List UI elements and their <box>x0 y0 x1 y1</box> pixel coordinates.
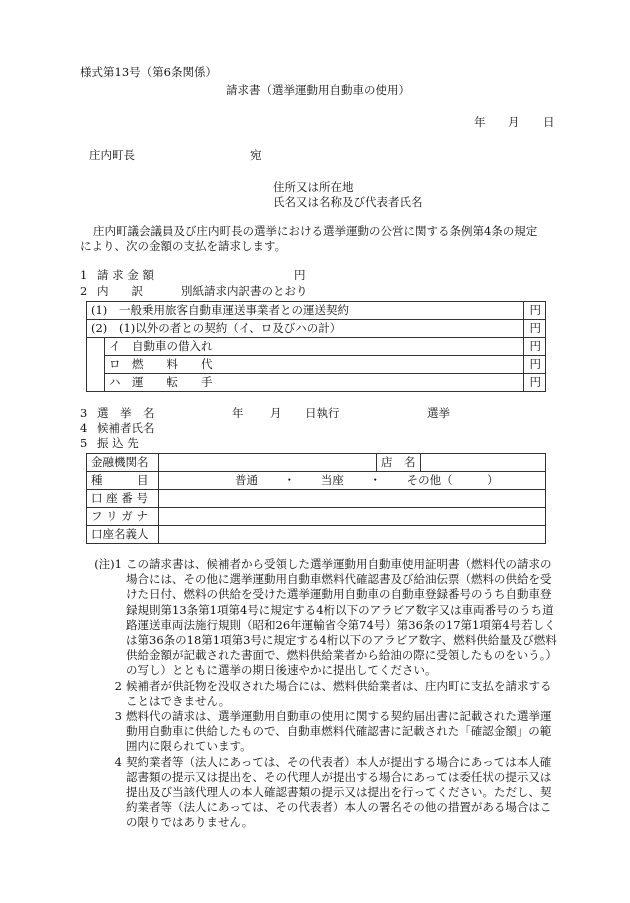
institution-label: 金融機関名 <box>87 454 159 472</box>
branch-label: 店 名 <box>377 454 421 472</box>
note-1 <box>90 557 560 679</box>
type-options[interactable] <box>159 472 546 490</box>
account-holder-value[interactable] <box>159 526 546 544</box>
item5-number: 5 <box>80 436 88 450</box>
item3-year: 年 <box>232 406 244 420</box>
type-separator-2: ・ <box>369 473 381 487</box>
intro-line-1: 庄内町議会議員及び庄内町長の選挙における選挙運動の公営に関する条例第4条の規定 <box>93 224 538 238</box>
notes-label: (注) <box>94 557 115 571</box>
item1-number: 1 <box>80 268 88 282</box>
bank-row-account-number <box>87 490 546 508</box>
account-number-label: 口 座 番 号 <box>87 490 159 508</box>
note-text: この請求書は、候補者から受領した選挙運動用自動車使用証明書（燃料代の請求の場合には、その他に選挙運動用自動車燃料代確認書及び給油伝票（燃料の供給を受けた日付、燃料の供給を受けた選挙運動用自動車の自動車登録番号のうち自動車登録規則第13条第1項第4号に規定する4桁以下のアラビア数字又は車両番号のうち道路運送車両法施行規則（昭和26年運輸省令第74号）第36条の17第1項第4号若しくは第36条の18第1項第3号に規定する4桁以下のアラビア数字、燃料供給量及び燃料供給金額が記載された書面で、燃料供給業者から給油の際に受領したものをいう。）の写し）とともに選挙の期日後速やかに提出してください。 <box>126 557 558 678</box>
item1-yen-unit: 円 <box>294 268 306 282</box>
date-month-label: 月 <box>508 115 520 129</box>
note-2 <box>90 679 560 709</box>
note-number: 1 <box>114 557 122 571</box>
row-i-yen: 円 <box>524 338 546 356</box>
bank-row-type <box>87 472 546 490</box>
type-option-toza[interactable]: 当座 <box>320 473 344 487</box>
note-number: 3 <box>114 709 122 724</box>
address-label: 住所又は所在地 <box>273 180 354 194</box>
item4-label: 候補者氏名 <box>97 421 155 435</box>
row-i-label: イ 自動車の借入れ <box>105 338 524 356</box>
item3-number: 3 <box>80 406 88 420</box>
item2-number: 2 <box>80 284 88 298</box>
item3-label: 選 挙 名 <box>97 406 155 420</box>
row-ro-label: ロ 燃 料 代 <box>105 356 524 374</box>
document-title: 請求書（選挙運動用自動車の使用） <box>226 83 410 97</box>
notes-section <box>90 557 560 831</box>
note-number: 2 <box>114 678 122 693</box>
item3-suffix: 選挙 <box>427 406 450 420</box>
type-label: 種 目 <box>87 472 159 490</box>
form-number: 様式第13号（第6条関係） <box>80 65 217 79</box>
row-ha-yen: 円 <box>524 374 546 392</box>
item3-day: 日執行 <box>305 406 340 420</box>
type-option-futsu[interactable]: 普通 <box>235 473 258 487</box>
breakdown-row-i <box>87 338 546 356</box>
note-3 <box>90 709 560 755</box>
type-option-other[interactable]: その他（ ） <box>406 473 499 487</box>
item2-value: 別紙請求内訳書のとおり <box>181 284 308 298</box>
note-text: 契約業者等（法人にあっては、その代表者）本人が提出する場合にあっては本人確認書類の提示又は提出を、その代理人が提出する場合にあっては委任状の提示又は提出及び当該代理人の本人確認書類の提示又は提出を行ってください。ただし、契約業者等（法人にあっては、その代表者）本人の署名その他の措置がある場合はこの限りではありません。 <box>126 754 552 830</box>
note-4 <box>90 755 560 831</box>
note-text: 候補者が供託物を没収された場合には、燃料供給業者は、庄内町に支払を請求することはできません。 <box>126 678 552 708</box>
intro-line-2: により、次の金額の支払を請求します。 <box>80 239 287 253</box>
item5-label: 振 込 先 <box>97 436 139 450</box>
bank-row-furigana <box>87 508 546 526</box>
item3-month: 月 <box>270 406 282 420</box>
breakdown-row-ha <box>87 374 546 392</box>
breakdown-row-1 <box>87 302 546 320</box>
branch-value[interactable] <box>420 454 546 472</box>
breakdown-row-ro <box>87 356 546 374</box>
note-text: 燃料代の請求は、選挙運動用自動車の使用に関する契約届出書に記載された選挙運動用自動車に供給したもので、自動車燃料代確認書に記載された「確認金額」の範囲内に限られています。 <box>126 709 552 754</box>
row2-yen: 円 <box>524 320 546 338</box>
claimant-name-label: 氏名又は名称及び代表者氏名 <box>273 195 423 209</box>
breakdown-row-2 <box>87 320 546 338</box>
date-year-label: 年 <box>474 115 486 129</box>
item2-label: 内 訳 <box>97 284 143 298</box>
row1-yen: 円 <box>524 302 546 320</box>
institution-value[interactable] <box>159 454 377 472</box>
row2-label: (1)以外の者との契約（イ、ロ及びハの計） <box>118 321 342 335</box>
bank-row-holder <box>87 526 546 544</box>
account-holder-label: 口座名義人 <box>87 526 159 544</box>
type-separator-1: ・ <box>283 473 296 487</box>
row-ha-label: ハ 運 転 手 <box>105 374 524 392</box>
row1-number: (1) <box>91 303 108 317</box>
furigana-label: フ リ ガ ナ <box>87 508 159 526</box>
account-number-value[interactable] <box>159 490 546 508</box>
note-number: 4 <box>114 754 122 769</box>
row-ro-yen: 円 <box>524 356 546 374</box>
addressee-honorific: 宛 <box>250 148 262 162</box>
bank-table <box>86 453 546 544</box>
row1-label: 一般乗用旅客自動車運送事業者との運送契約 <box>118 303 349 317</box>
item1-label: 請 求 金 額 <box>97 268 154 282</box>
row2-number: (2) <box>91 321 108 335</box>
furigana-value[interactable] <box>159 508 546 526</box>
date-day-label: 日 <box>543 115 555 129</box>
bank-row-institution <box>87 454 546 472</box>
addressee-name: 庄内町長 <box>89 148 135 162</box>
item4-number: 4 <box>80 421 88 435</box>
breakdown-table <box>86 301 546 392</box>
